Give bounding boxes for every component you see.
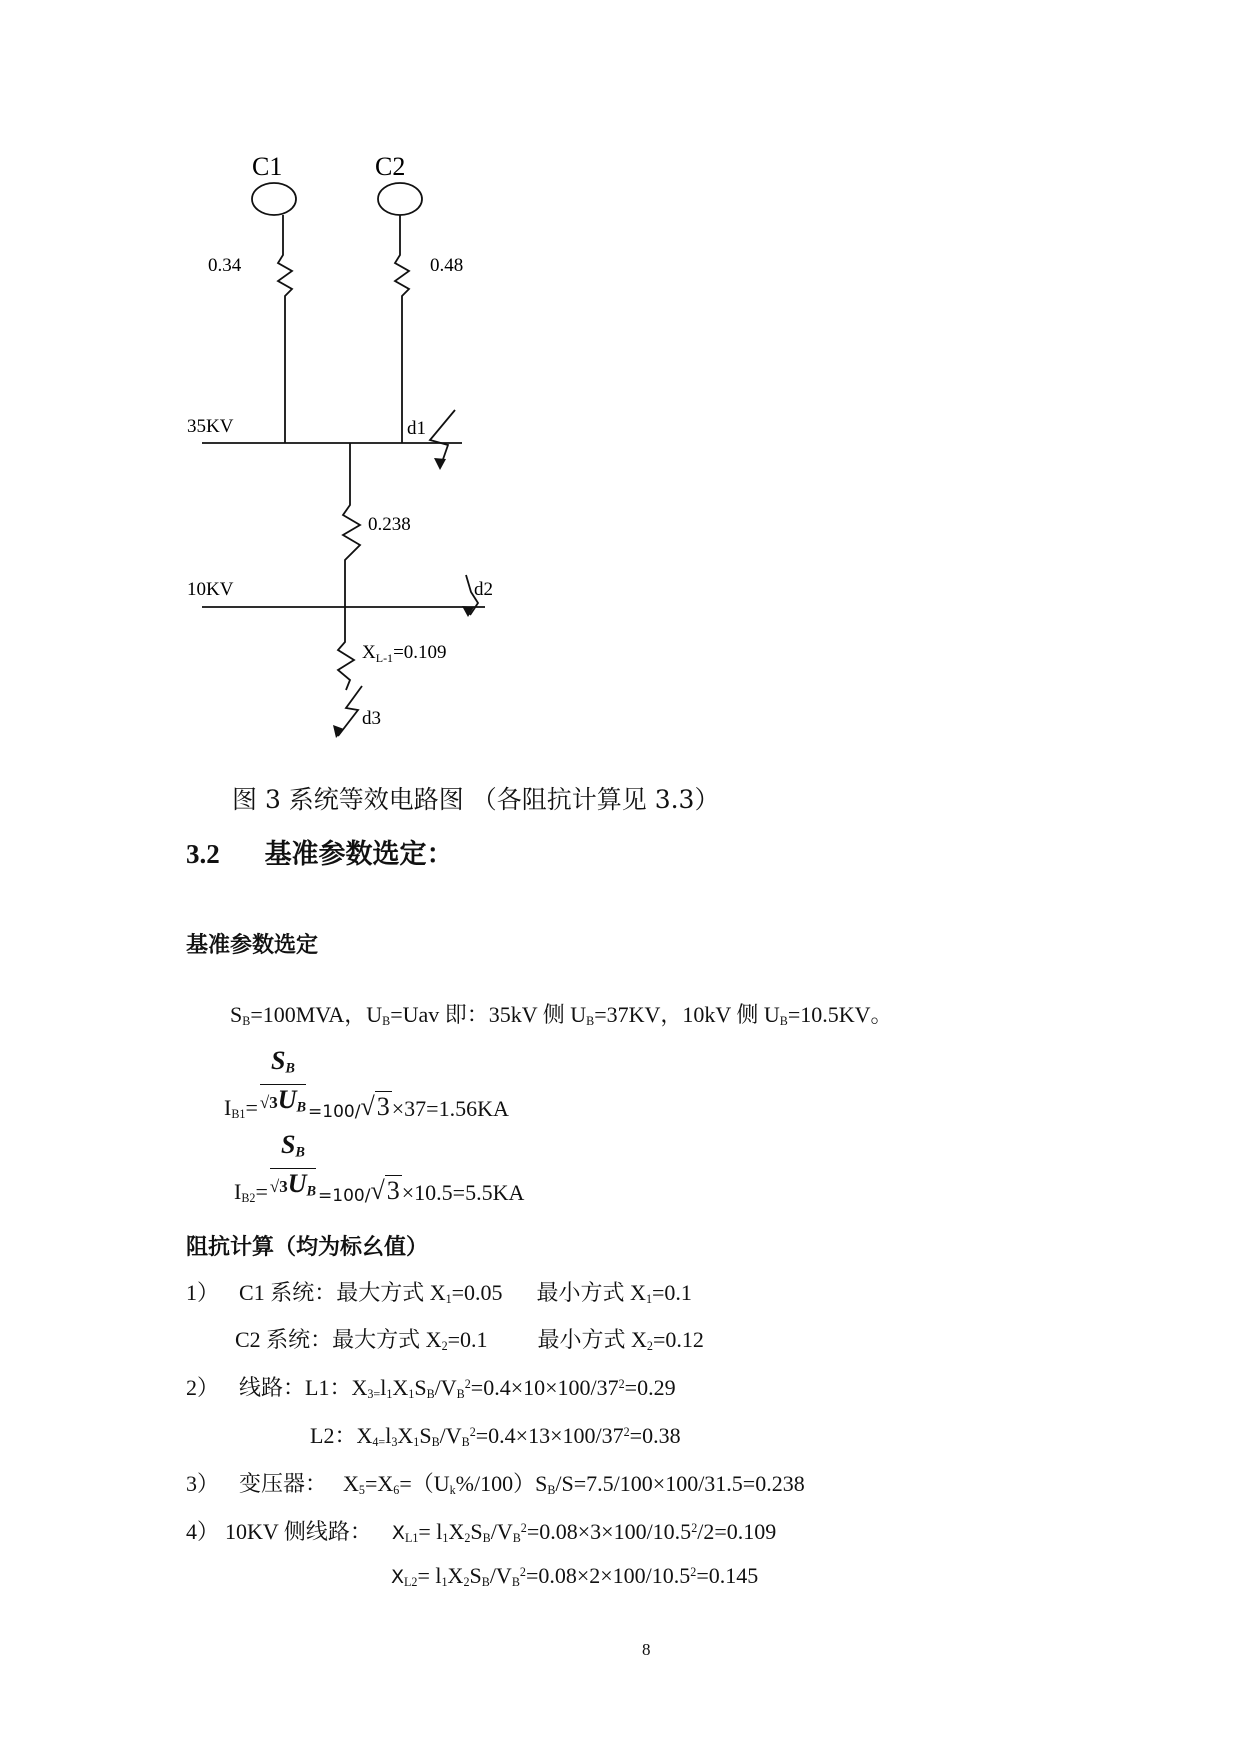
fault-d2-label: d2 (474, 579, 493, 600)
line-l1-branch (338, 607, 354, 690)
gen-c1-label: C1 (252, 152, 283, 181)
item-2-l2: L2：$X_{4=}l_3X_1S_B/V_B^2=0.4\times 13\times 100/37^2=0.38$ (310, 1423, 681, 1450)
x-c1-label: 0.34 (208, 255, 242, 276)
item-4-line-l1: 4） 10KV 侧线路： $X_{L1}= l_1X_2S_B/V_B^2=0.08\times 3\times 100/10.5^2/2=0.109$ (186, 1519, 777, 1546)
subheading-base-params: 基准参数选定 (186, 932, 319, 958)
generator-c1-symbol (252, 183, 296, 215)
c2-branch-line (395, 215, 409, 443)
equivalent-circuit-diagram (0, 0, 560, 760)
d1-arrow-head (434, 458, 446, 470)
subheading-impedance: 阻抗计算（均为标幺值） (186, 1234, 429, 1260)
fault-d1-label: d1 (407, 418, 426, 439)
gen-c2-label: C2 (375, 152, 406, 181)
ib1-fraction: $\frac{S_B}{√3U_B}$ (259, 1046, 307, 1116)
transformer-branch-line (343, 443, 360, 607)
item-3-transformer: 3） 变压器： $X_5=X_6=(U_k\%/100)S_B/S=7.5/100\times 100/31.5=0.238$ (186, 1471, 805, 1498)
x-c2-label: 0.48 (430, 255, 464, 276)
item-1-c1: 1） C1 系统：最大方式 $X_1=0.05$ 最小方式 $X_1=0.1$ (186, 1280, 692, 1307)
generator-c2-symbol (378, 183, 422, 215)
page-number: 8 (642, 1640, 651, 1659)
section-title: 基准参数选定： (264, 839, 454, 870)
base-params-line: $S_B=100MVA$，$U_B=Uav$ 即：35kV 侧 $U_B=37KV$，10kV 侧 $U_B=10.5KV$。 (230, 1002, 893, 1029)
section-heading (186, 832, 454, 871)
bus-10kv-label: 10KV (187, 579, 234, 600)
figure-caption: 图 3 系统等效电路图 （各阻抗计算见 3.3） (232, 785, 720, 814)
item-1-c2: C2 系统：最大方式 $X_2=0.1$ 最小方式 $X_2=0.12$ (235, 1327, 704, 1354)
section-number: 3.2 (186, 839, 220, 869)
item-4-line-l2: $X_{L2}= l_1X_2S_B/V_B^2=0.08\times 2\times 100/10.5^2=0.145$ (391, 1563, 759, 1590)
x-line-label: $X_{L-1}=0.109$ (362, 642, 447, 665)
ib1-formula: $I_{B1}=$ $\frac{S_B}{√3U_B}$ =100/√3×37=1.56KA (224, 1046, 509, 1123)
ib2-formula: $I_{B2}=$ $\frac{S_B}{√3U_B}$ =100/√3×10.5=5.5KA (234, 1130, 525, 1207)
c1-branch-line (278, 215, 292, 443)
fault-d3-label: d3 (362, 708, 381, 729)
bus-35kv-label: 35KV (187, 416, 234, 437)
x-transformer-label: 0.238 (368, 514, 411, 535)
item-2-l1: 2） 线路：L1：$X_{3=}l_1X_1S_B/V_B^2=0.4\times 10\times 100/37^2=0.29$ (186, 1375, 676, 1402)
ib2-fraction: $\frac{S_B}{√3U_B}$ (269, 1130, 317, 1200)
